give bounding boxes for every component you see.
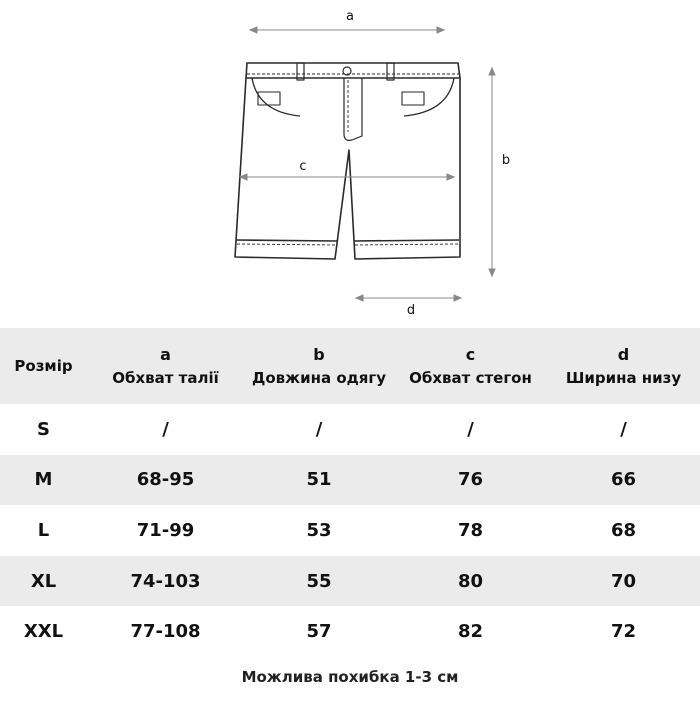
tolerance-note: Можлива похибка 1-3 см (241, 668, 459, 686)
table-row (0, 556, 700, 607)
header-column-b (244, 328, 394, 404)
header-size-label: Розмір (14, 357, 73, 375)
header-size (0, 328, 87, 404)
row-size: XXL (23, 621, 64, 643)
cell-a: 74-103 (130, 570, 201, 592)
table-row (0, 505, 700, 556)
cell-a: / (162, 418, 169, 440)
table-row (0, 404, 700, 455)
cell-c: / (467, 418, 474, 440)
cell-c: 76 (457, 469, 484, 491)
cell-d: 66 (610, 469, 637, 491)
header-column-d (547, 328, 700, 404)
table-row (0, 606, 700, 657)
header-letter-a: a (160, 344, 171, 364)
cell-d: 68 (610, 519, 637, 541)
header-name-a: Обхват талії (112, 368, 219, 387)
header-column-a (87, 328, 244, 404)
cell-b: / (315, 418, 323, 440)
cell-a: 71-99 (136, 519, 195, 541)
dimension-b-label: b (501, 153, 511, 168)
dimension-c (240, 174, 454, 180)
cell-a: 77-108 (130, 621, 201, 643)
dimension-a-label: a (346, 9, 354, 24)
cell-b: 53 (306, 519, 332, 541)
shorts-illustration (235, 63, 460, 259)
table-header-row (0, 328, 700, 404)
header-name-b: Довжина одягу (252, 368, 386, 387)
header-letter-d: d (617, 344, 630, 364)
row-size: M (34, 469, 53, 491)
dimension-d (356, 295, 461, 301)
table-row (0, 455, 700, 506)
dimension-d-label: d (406, 303, 416, 318)
header-letter-b: b (313, 344, 325, 364)
header-column-c (394, 328, 547, 404)
dimension-b (489, 68, 495, 276)
row-size: L (37, 519, 50, 541)
row-size: XL (30, 570, 57, 592)
header-letter-c: c (465, 344, 476, 364)
shorts-measurement-diagram (0, 0, 700, 325)
dimension-a (250, 27, 444, 33)
cell-c: 78 (457, 519, 484, 541)
cell-d: / (620, 418, 627, 440)
cell-d: 72 (610, 621, 637, 643)
cell-c: 82 (457, 621, 484, 643)
size-chart-table (0, 328, 700, 657)
cell-c: 80 (457, 570, 484, 592)
dimension-c-label: c (299, 159, 307, 174)
cell-b: 55 (306, 570, 332, 592)
cell-b: 51 (306, 469, 332, 491)
cell-b: 57 (306, 621, 332, 643)
header-name-c: Обхват стегон (409, 368, 532, 387)
cell-a: 68-95 (136, 469, 195, 491)
row-size: S (37, 418, 50, 440)
cell-d: 70 (610, 570, 637, 592)
header-name-d: Ширина низу (565, 368, 682, 387)
